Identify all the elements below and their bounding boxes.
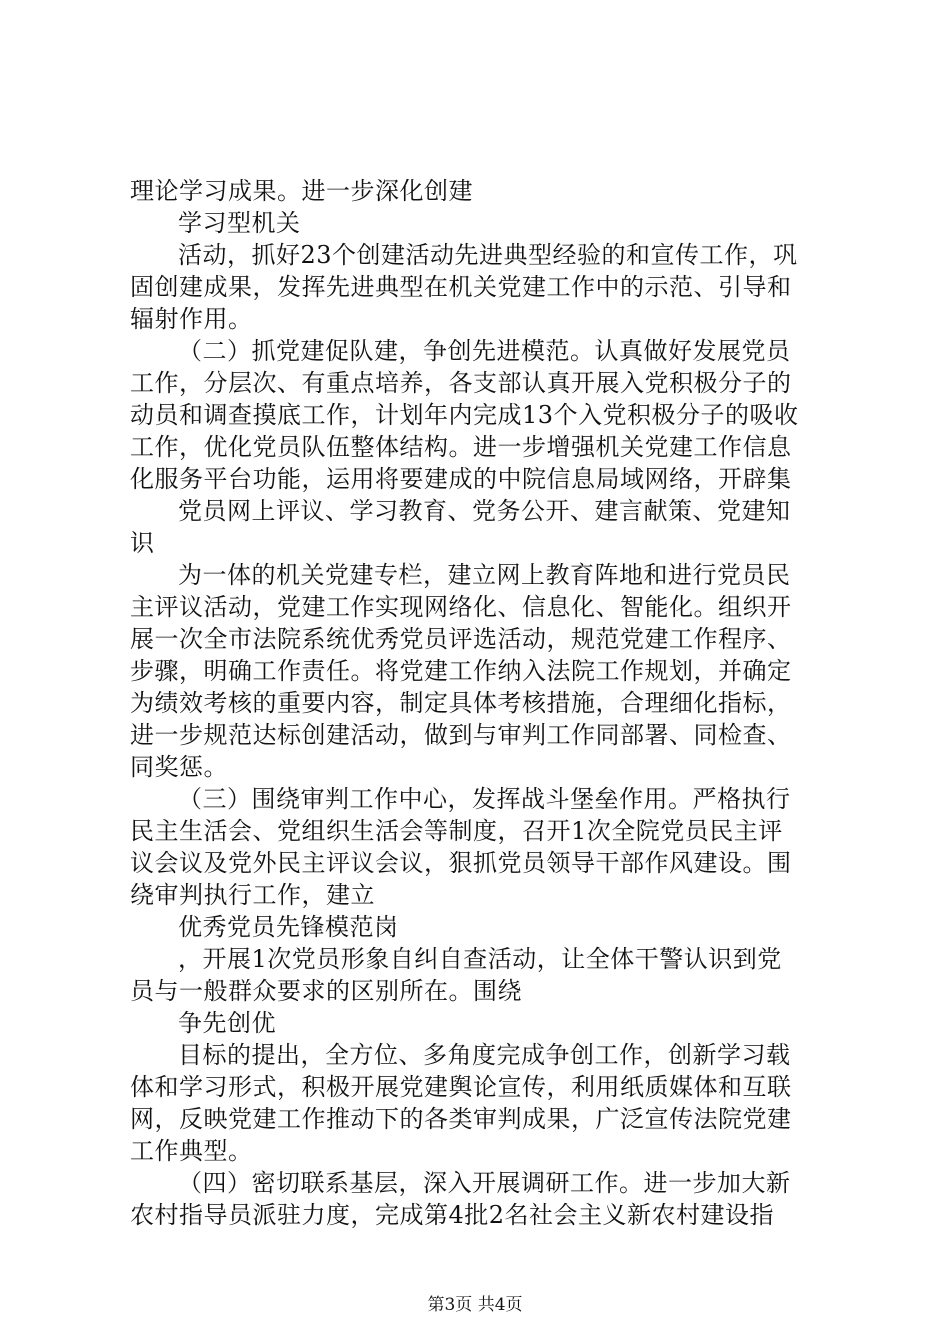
text-line: 主评议活动，党建工作实现网络化、信息化、智能化。组织开 bbox=[130, 593, 792, 621]
text-line: 辐射作用。 bbox=[130, 305, 253, 333]
text-line: 展一次全市法院系统优秀党员评选活动，规范党建工作程序、 bbox=[130, 625, 792, 653]
text-line: 同奖惩。 bbox=[130, 753, 228, 781]
text-line: 网，反映党建工作推动下的各类审判成果，广泛宣传法院党建 bbox=[130, 1105, 792, 1133]
text-line: ，开展1次党员形象自纠自查活动，让全体干警认识到党 bbox=[178, 945, 782, 973]
text-line: 固创建成果，发挥先进典型在机关党建工作中的示范、引导和 bbox=[130, 273, 792, 301]
text-line: 体和学习形式，积极开展党建舆论宣传，利用纸质媒体和互联 bbox=[130, 1073, 792, 1101]
text-line: 为一体的机关党建专栏，建立网上教育阵地和进行党员民 bbox=[178, 561, 791, 589]
text-line: 进一步规范达标创建活动，做到与审判工作同部署、同检查、 bbox=[130, 721, 792, 749]
text-line: 学习型机关 bbox=[178, 209, 301, 237]
text-line: 争先创优 bbox=[178, 1009, 276, 1037]
text-line: 步骤，明确工作责任。将党建工作纳入法院工作规划，并确定 bbox=[130, 657, 792, 685]
text-line: 农村指导员派驻力度，完成第4批2名社会主义新农村建设指 bbox=[130, 1201, 775, 1229]
text-line: 识 bbox=[130, 529, 155, 557]
text-line: 民主生活会、党组织生活会等制度，召开1次全院党员民主评 bbox=[130, 817, 783, 845]
text-line: （三）围绕审判工作中心，发挥战斗堡垒作用。严格执行 bbox=[178, 785, 791, 813]
text-line: 目标的提出，全方位、多角度完成争创工作，创新学习载 bbox=[178, 1041, 791, 1069]
text-line: （四）密切联系基层，深入开展调研工作。进一步加大新 bbox=[178, 1169, 791, 1197]
text-line: 工作典型。 bbox=[130, 1137, 253, 1165]
page-footer: 第3页 共4页 bbox=[427, 1295, 523, 1315]
text-line: 绕审判执行工作，建立 bbox=[130, 881, 375, 909]
text-line: 党员网上评议、学习教育、党务公开、建言献策、党建知 bbox=[178, 497, 791, 525]
text-line: 优秀党员先锋模范岗 bbox=[178, 913, 399, 941]
text-line: 议会议及党外民主评议会议，狠抓党员领导干部作风建设。围 bbox=[130, 849, 792, 877]
text-line: 员与一般群众要求的区别所在。围绕 bbox=[130, 977, 522, 1005]
text-line: 动员和调查摸底工作，计划年内完成13个入党积极分子的吸收 bbox=[130, 401, 799, 429]
text-line: 理论学习成果。进一步深化创建 bbox=[130, 177, 473, 205]
text-line: 活动，抓好23个创建活动先进典型经验的和宣传工作，巩 bbox=[178, 241, 798, 269]
text-line: 工作，分层次、有重点培养，各支部认真开展入党积极分子的 bbox=[130, 369, 792, 397]
text-line: 为绩效考核的重要内容，制定具体考核措施，合理细化指标， bbox=[130, 689, 792, 717]
text-line: 化服务平台功能，运用将要建成的中院信息局域网络，开辟集 bbox=[130, 465, 792, 493]
text-line: 工作，优化党员队伍整体结构。进一步增强机关党建工作信息 bbox=[130, 433, 792, 461]
text-line: （二）抓党建促队建，争创先进模范。认真做好发展党员 bbox=[178, 337, 791, 365]
